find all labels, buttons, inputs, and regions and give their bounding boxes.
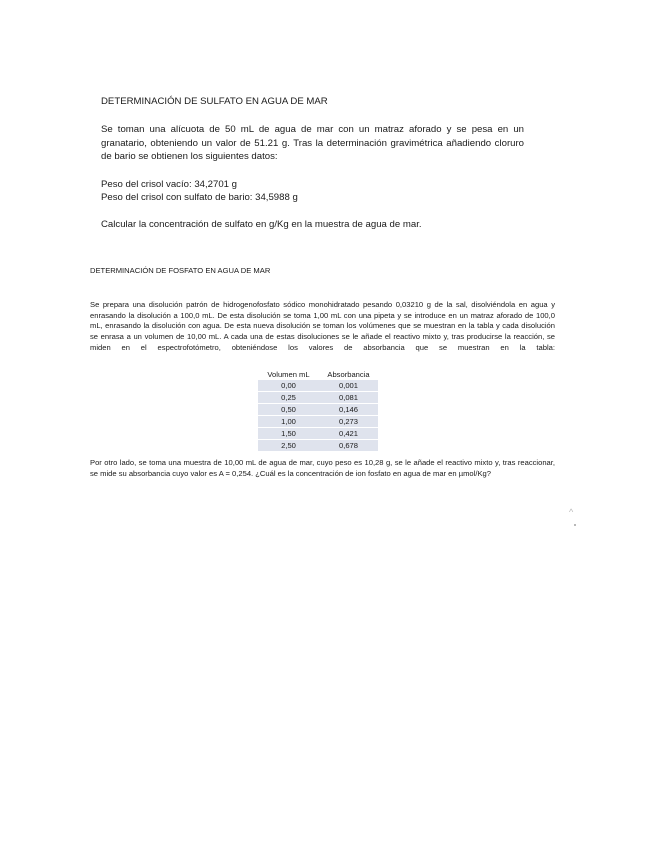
- table-cell-volumen: 0,50: [258, 403, 320, 415]
- table-cell-absorbancia: 0,273: [320, 415, 378, 427]
- sulfato-section: [101, 95, 524, 232]
- table-cell-volumen: 0,00: [258, 380, 320, 392]
- fosfato-section: [90, 266, 555, 479]
- table-row: [258, 427, 378, 439]
- column-header-volumen: Volumen mL: [258, 369, 320, 380]
- table-cell-volumen: 2,50: [258, 439, 320, 451]
- table-cell-absorbancia: 0,421: [320, 427, 378, 439]
- table-row: [258, 380, 378, 392]
- table-cell-volumen: 1,00: [258, 415, 320, 427]
- table-row: [258, 439, 378, 451]
- absorbancia-table: [258, 369, 378, 452]
- dot-icon: [574, 524, 576, 526]
- crisol-vacio-line: Peso del crisol vacío: 34,2701 g: [101, 178, 237, 190]
- sulfato-paragraph: Se toman una alícuota de 50 mL de agua de mar con un matraz aforado y se pesa en un granatario, obteniendo un valor de 51.21 g. Tras la determinación gravimétrica añadiendo cloruro de bario se obtienen los siguientes datos:: [101, 124, 524, 163]
- table-cell-absorbancia: 0,081: [320, 391, 378, 403]
- fosfato-title: DETERMINACIÓN DE FOSFATO EN AGUA DE MAR: [90, 266, 271, 275]
- column-header-absorbancia: Absorbancia: [320, 369, 378, 380]
- table-header-row: [258, 369, 378, 380]
- fosfato-paragraph-2: Por otro lado, se toma una muestra de 10,00 mL de agua de mar, cuyo peso es 10,28 g, se le añade el reactivo mixto y, tras reaccionar, se mide su absorbancia cuyo valor es A = 0,254. ¿Cuál es la concentración de ion fosfato en agua de mar en µmol/Kg?: [90, 457, 555, 478]
- table-cell-volumen: 1,50: [258, 427, 320, 439]
- sulfato-question: Calcular la concentración de sulfato en g/Kg en la muestra de agua de mar.: [101, 219, 422, 231]
- table-row: [258, 403, 378, 415]
- table-cell-absorbancia: 0,001: [320, 380, 378, 392]
- fosfato-paragraph: Se prepara una disolución patrón de hidrogenofosfato sódico monohidratado pesando 0,03210 g de la sal, disolviéndola en agua y enrasando la disolución a 100,0 mL. De esta disolución se toma 1,00 mL con una pipeta y se introduce en un matraz aforado de 100,0 mL, enrasando la disolución con agua. De esta nueva disolución se toman los volúmenes que se muestran en la tabla y cada disolución se enrasa a un volumen de 10,00 mL. A cada una de estas disoluciones se le añade el reactivo mixto y, tras producirse la reacción, se miden en el espectrofotómetro, obteniéndose los valores de absorbancia que se muestran en la tabla:: [90, 299, 555, 352]
- table-row: [258, 415, 378, 427]
- table-cell-absorbancia: 0,146: [320, 403, 378, 415]
- table-cell-absorbancia: 0,678: [320, 439, 378, 451]
- table-container: [90, 369, 555, 452]
- crisol-sulfato-line: Peso del crisol con sulfato de bario: 34,5988 g: [101, 192, 298, 204]
- table-row: [258, 391, 378, 403]
- sulfato-title: DETERMINACIÓN DE SULFATO EN AGUA DE MAR: [101, 96, 328, 107]
- spacer: [101, 204, 524, 218]
- table-cell-volumen: 0,25: [258, 391, 320, 403]
- caret-up-icon[interactable]: ^: [569, 507, 574, 517]
